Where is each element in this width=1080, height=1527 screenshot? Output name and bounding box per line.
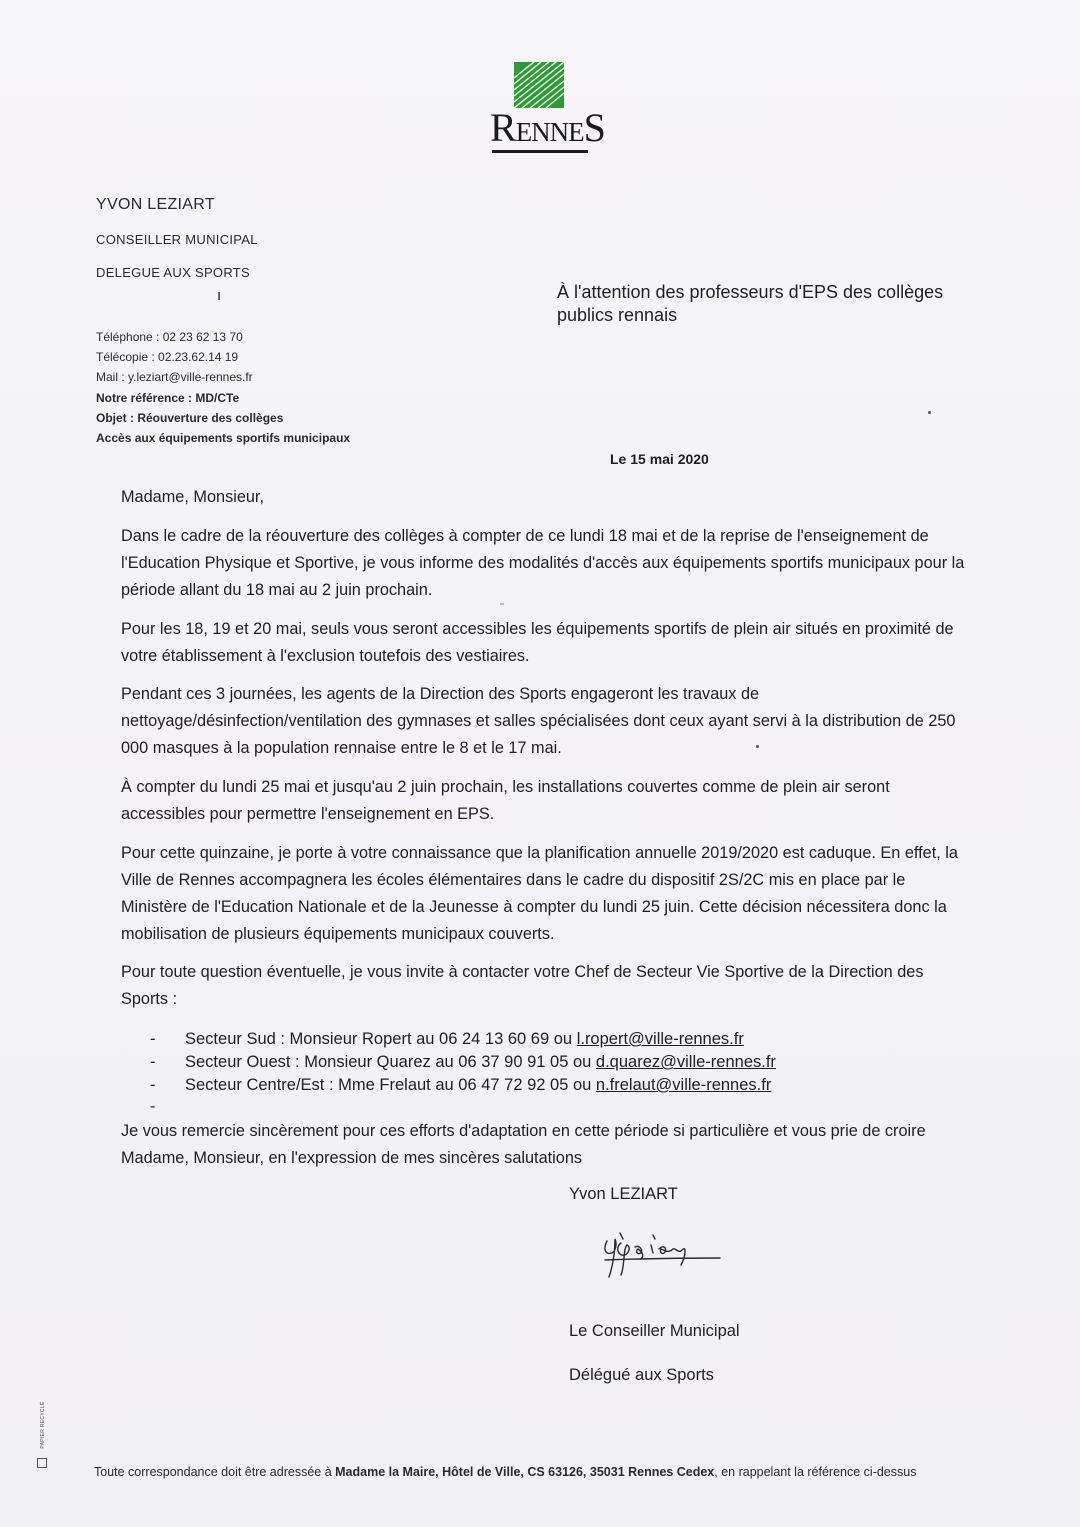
closing-paragraph: Je vous remercie sincèrement pour ces efforts d'adaptation en cette période si particulière et vous prie de croire Madame, Monsieur, en l'expression de mes sincères salutations	[121, 1122, 926, 1167]
signatory-delegation: Délégué aux Sports	[569, 1366, 714, 1384]
scan-speck	[500, 603, 504, 605]
list-dash: -	[150, 1053, 156, 1071]
contact-text: Secteur Ouest : Monsieur Quarez au 06 37 90 91 05 ou	[185, 1053, 596, 1071]
list-dash: -	[150, 1030, 156, 1048]
recipient: À l'attention des professeurs d'EPS des collèges publics rennais	[557, 282, 944, 325]
sender-delegation: DELEGUE AUX SPORTS	[96, 265, 250, 280]
email-link[interactable]: n.frelaut@ville-rennes.fr	[595, 1076, 772, 1094]
paragraph: Pour cette quinzaine, je porte à votre connaissance que la planification annuelle 2019/2020 est caduque. En effet, la Ville de Rennes accompagnera les écoles élémentaires dans le cadre du dispositif 2S/2C mis en place par le Ministère de l'Education Nationale et de la Jeunesse à compter du lundi 25 juin. Cette décision nécessitera donc la mobilisation de plusieurs équipements municipaux couverts.	[121, 844, 958, 943]
footer-prefix: Toute correspondance doit être adressée à	[94, 1465, 336, 1479]
salutation: Madame, Monsieur,	[121, 488, 264, 506]
email-link[interactable]: l.ropert@ville-rennes.fr	[576, 1030, 744, 1048]
footer-address	[94, 1465, 916, 1479]
list-dash: -	[150, 1076, 156, 1094]
recycle-icon	[37, 1458, 47, 1468]
rennes-logo-wordmark: RENNES	[490, 105, 605, 150]
handwritten-signature	[585, 1225, 735, 1285]
object-line-2: Accès aux équipements sportifs municipaux	[96, 431, 351, 445]
scan-speck	[756, 745, 759, 748]
logo-underline	[492, 150, 588, 153]
footer-suffix: , en rappelant la référence ci-dessus	[714, 1465, 917, 1479]
sender-role: CONSEILLER MUNICIPAL	[96, 232, 258, 247]
paragraph: Pendant ces 3 journées, les agents de la Direction des Sports engageront les travaux de nettoyage/désinfection/ventilation des gymnases et salles spécialisées dont ceux ayant servi à la distribution de 250 000 masques à la population rennaise entre le 8 et le 17 mai.	[121, 685, 956, 757]
contact-text: Secteur Sud : Monsieur Ropert au 06 24 13 60 69 ou	[185, 1030, 577, 1048]
letter-date: Le 15 mai 2020	[610, 451, 709, 467]
paragraph: Pour les 18, 19 et 20 mai, seuls vous seront accessibles les équipements sportifs de plein air situés en proximité de votre établissement à l'exclusion toutefois des vestiaires.	[121, 620, 954, 665]
footer-address-bold: Madame la Maire, Hôtel de Ville, CS 63126, 35031 Rennes Cedex	[335, 1465, 715, 1479]
scan-speck	[928, 411, 931, 414]
sender-phone: Téléphone : 02 23 62 13 70	[96, 330, 243, 344]
sender-fax: Télécopie : 02.23.62.14 19	[96, 350, 239, 364]
rennes-logo-mark	[514, 62, 564, 108]
paragraph: À compter du lundi 25 mai et jusqu'au 2 juin prochain, les installations couvertes comme de plein air seront accessibles pour permettre l'enseignement en EPS.	[121, 778, 890, 823]
sender-mail: Mail : y.leziart@ville-rennes.fr	[96, 370, 253, 384]
signatory-name: Yvon LEZIART	[569, 1185, 678, 1203]
object-line: Objet : Réouverture des collèges	[96, 411, 284, 425]
paragraph: Pour toute question éventuelle, je vous invite à contacter votre Chef de Secteur Vie Sportive de la Direction des Sports :	[121, 963, 924, 1008]
paragraph: Dans le cadre de la réouverture des collèges à compter de ce lundi 18 mai et de la reprise de l'enseignement de l'Education Physique et Sportive, je vous informe des modalités d'accès aux équipements sportifs municipaux pour la période allant du 18 mai au 2 juin prochain.	[121, 527, 965, 599]
recycled-paper-mark	[33, 1392, 51, 1472]
contact-text: Secteur Centre/Est : Mme Frelaut au 06 47 72 92 05 ou	[185, 1076, 596, 1094]
empty-list-dash: -	[150, 1098, 156, 1115]
email-link[interactable]: d.quarez@ville-rennes.fr	[595, 1053, 776, 1071]
recycled-paper-label: PAPIER RECYCLÉ	[40, 1401, 46, 1449]
signatory-title: Le Conseiller Municipal	[569, 1322, 740, 1340]
scan-mark	[218, 292, 220, 300]
sender-name: YVON LEZIART	[96, 196, 215, 213]
reference: Notre référence : MD/CTe	[96, 391, 240, 405]
